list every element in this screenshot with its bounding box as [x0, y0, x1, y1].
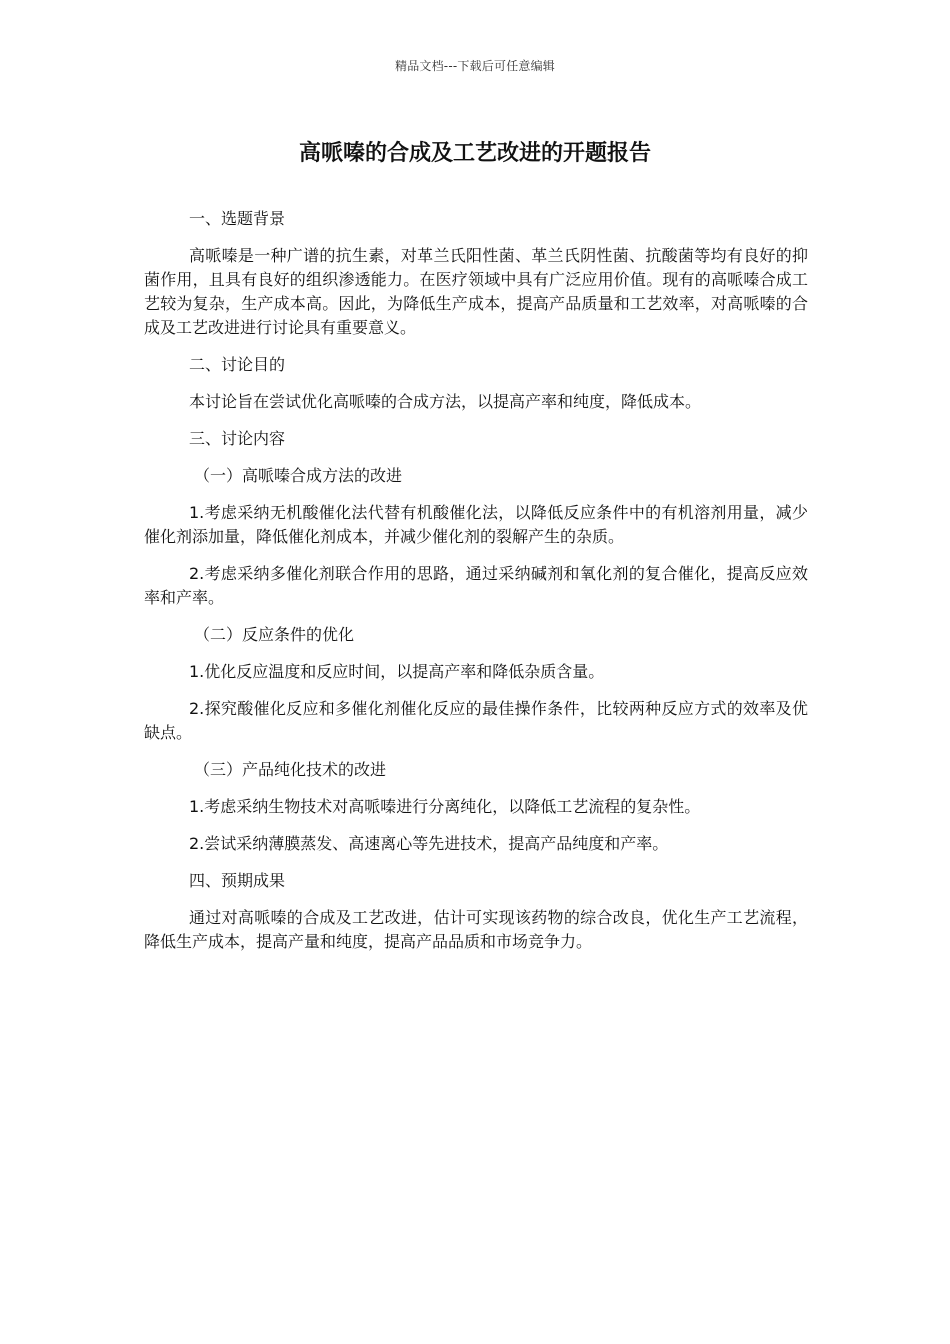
- page-header-note: 精品文档---下载后可任意编辑: [395, 59, 555, 73]
- paragraph-conditions-1: 1.优化反应温度和反应时间，以提高产率和降低杂质含量。: [189, 662, 605, 681]
- section-heading-content: 三、讨论内容: [189, 429, 286, 448]
- paragraph-purification-1: 1.考虑采纳生物技术对高哌嗪进行分离纯化，以降低工艺流程的复杂性。: [189, 797, 701, 816]
- paragraph-purpose: 本讨论旨在尝试优化高哌嗪的合成方法，以提高产率和纯度，降低成本。: [189, 392, 702, 411]
- document-title: 高哌嗪的合成及工艺改进的开题报告: [298, 141, 651, 166]
- section-heading-purpose: 二、讨论目的: [189, 355, 286, 374]
- paragraph-conditions-2: 2.探究酸催化反应和多催化剂催化反应的最佳操作条件，比较两种反应方式的效率及优缺点。: [144, 699, 808, 742]
- paragraph-synthesis-1: 1.考虑采纳无机酸催化法代替有机酸催化法，以降低反应条件中的有机溶剂用量，减少催化剂添加量，降低催化剂成本，并减少催化剂的裂解产生的杂质。: [144, 503, 808, 546]
- document-body: [144, 207, 808, 967]
- subsection-heading-conditions: （二）反应条件的优化: [194, 625, 355, 644]
- section-heading-background: 一、选题背景: [189, 209, 286, 228]
- paragraph-purification-2: 2.尝试采纳薄膜蒸发、高速离心等先进技术，提高产品纯度和产率。: [189, 834, 669, 853]
- paragraph-synthesis-2: 2.考虑采纳多催化剂联合作用的思路，通过采纳碱剂和氧化剂的复合催化，提高反应效率和产率。: [144, 564, 808, 607]
- paragraph-outcomes: 通过对高哌嗪的合成及工艺改进，估计可实现该药物的综合改良，优化生产工艺流程，降低生产成本，提高产量和纯度，提高产品品质和市场竞争力。: [144, 908, 808, 951]
- section-heading-outcomes: 四、预期成果: [189, 871, 286, 890]
- paragraph-background: 高哌嗪是一种广谱的抗生素，对革兰氏阳性菌、革兰氏阴性菌、抗酸菌等均有良好的抑菌作用，且具有良好的组织渗透能力。在医疗领域中具有广泛应用价值。现有的高哌嗪合成工艺较为复杂，生产成本高。因此，为降低生产成本，提高产品质量和工艺效率，对高哌嗪的合成及工艺改进进行讨论具有重要意义。: [144, 246, 808, 337]
- subsection-heading-synthesis: （一）高哌嗪合成方法的改进: [194, 466, 403, 485]
- subsection-heading-purification: （三）产品纯化技术的改进: [194, 760, 387, 779]
